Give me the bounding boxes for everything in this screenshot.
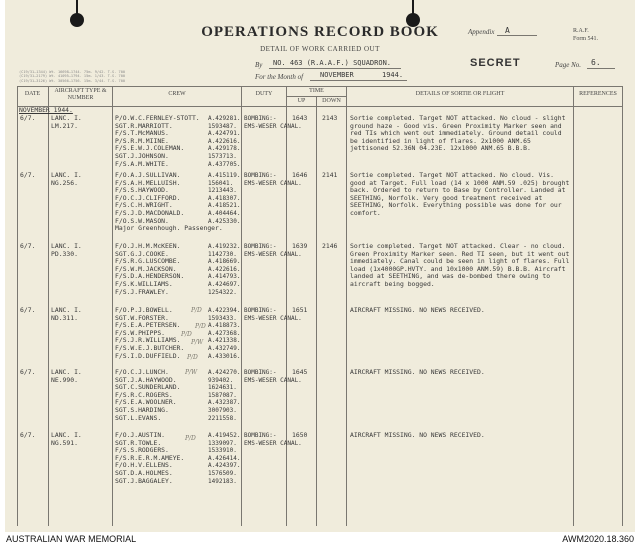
crew-name: F/S.C.H.WRIGHT. — [115, 201, 173, 210]
crew-name: P/S.R.M.MIINE. — [115, 136, 169, 145]
col-details: DETAILS OF SORTIE OR FLIGHT — [415, 91, 505, 97]
crew-number: A.419452. — [208, 432, 241, 439]
crew-number: A.424397. — [208, 462, 241, 470]
crew-number: 1533910. — [208, 447, 237, 455]
sortie-details: Sortie completed. Target NOT attacked. Clear - no cloud. Green Proximity Marker seen. Red TI seen, but it went out immediately. Canal could be seen in light of flares. Full load (1x4000GP.HVTY. and 10x1000 ANM.59) B.B.B. Aircraft landed at SEETHING, and was de-bombed there owing to aircraft being bogged. — [350, 242, 570, 288]
col-time-up: UP — [297, 98, 306, 104]
pencil-note: P/D — [187, 354, 198, 361]
squadron-name: NO. 463 (R.A.A.F.) SQUADRON. — [273, 59, 392, 67]
crew-number: A.426414. — [208, 454, 241, 462]
crew-number: A.429281. — [208, 115, 241, 122]
crew-name: P/O.W.C.FERNLEY-STOTT. — [115, 114, 200, 122]
crew-name: F/S.J.FRAWLEY. — [115, 287, 169, 296]
crew-number: A.418521. — [208, 202, 241, 210]
pencil-note: P/W — [185, 369, 198, 376]
duty-line: BOMBING:- — [244, 369, 277, 376]
secret-stamp: SECRET — [470, 57, 521, 69]
crew-number: 1492183. — [208, 477, 237, 485]
time-up: 1650 — [292, 431, 308, 439]
by-label: By — [255, 61, 263, 69]
crew-name: SGT.S.HARDING. — [115, 406, 169, 414]
crew-number: 2211558. — [208, 414, 237, 422]
crew-name: F/S.J.R.WILLIAMS. — [115, 336, 181, 345]
crew-name: SGT.R.TOWLE. — [115, 438, 162, 447]
footer-accession: AWM2020.18.360 — [562, 534, 634, 544]
entry-date: 6/7. — [20, 431, 36, 439]
aircraft-line: LANC. I. — [51, 431, 82, 439]
crew-name: F/S.R.C.ROGERS. — [115, 390, 173, 399]
crew-number: A.404464. — [208, 210, 241, 217]
pencil-note: P/D — [195, 323, 206, 330]
entry-date: 6/7. — [20, 242, 36, 250]
crew-number: A.418307. — [208, 194, 241, 202]
appendix-value: A — [505, 26, 510, 35]
duty-line: EMS-WESER CANAL. — [244, 376, 302, 384]
col-crew: CREW — [168, 91, 186, 97]
crew-name: F/S.E.A.WOOLNER. — [115, 398, 177, 407]
year-value: 1944. — [382, 71, 404, 79]
crew-name: SGT.L.EVANS. — [115, 413, 162, 422]
entry-date: 6/7. — [20, 368, 36, 376]
crew-number: 1213443. — [208, 187, 237, 195]
print-stamp: (C19/31—1344) Wt. 16698—1744. 75m. 9/42. T.S. 700 (C19/31—2179) Wt. 41095—1794. 15m. 1/43. T.S. 700 (C19/31—3126) Wt. 30566—1756. 15m. 3/44. T.S. 700 — [19, 70, 126, 83]
month-label: For the Month of — [255, 73, 304, 81]
crew-name: F/O.A.J.SULLIVAN. — [115, 171, 181, 179]
crew-name: F/O.C.J.CLIFFORD. — [115, 193, 181, 202]
crew-name: F/S.W.M.JACKSON. — [115, 264, 177, 273]
crew-number: A.437705. — [208, 160, 241, 168]
crew-number: 1587087. — [208, 391, 237, 399]
crew-name: SGT.D.A.HOLMES. — [115, 469, 173, 477]
record-sheet — [5, 0, 635, 532]
crew-name: SGT.G.J.COOKE. — [115, 249, 169, 258]
crew-name: Major Greenhough. Passenger. — [115, 224, 223, 233]
crew-name: F/S.E.A.PETERSEN. — [115, 321, 181, 330]
pencil-note: P/D — [185, 435, 196, 442]
crew-name: F/S.A.H.MELLUISH. — [115, 178, 181, 187]
page-number: 6. — [591, 58, 601, 67]
crew-number: A.415119. — [208, 172, 241, 179]
time-down: 2146 — [322, 242, 338, 250]
crew-name: SGT.C.SUNDERLAND. — [115, 383, 181, 392]
sortie-details: Sortie completed. Target NOT attacked. No cloud. Vis. good at Target. Full load (14 x 1000 ANM.59 .025) brought back. Ordered to return to Base by Controller. Landed at SEETHING, Norfolk. Very good treatment received at SEETHING, Norfolk. Everything possible was done for our comfort. — [350, 171, 570, 217]
col-duty: DUTY — [255, 91, 273, 97]
sortie-details: AIRCRAFT MISSING. NO NEWS RECEIVED. — [350, 368, 485, 376]
crew-name: F/O.J.H.M.McKEEN. — [115, 242, 181, 250]
crew-name: F/S.T.McMANUS. — [115, 129, 169, 138]
time-down: 2141 — [322, 171, 338, 179]
crew-name: SGT.J.A.HAYWOOD. — [115, 375, 177, 384]
crew-number: A.422616. — [208, 265, 241, 273]
form-number: Form 541. — [573, 36, 599, 42]
aircraft-line: LANC. I. — [51, 114, 82, 122]
crew-number: A.432387. — [208, 399, 241, 407]
month-heading: NOVEMBER 1944. — [19, 106, 73, 114]
crew-name: SGT.R.MARRIOTT. — [115, 121, 173, 130]
crew-name: F/S.W.E.J.BUTCHER. — [115, 344, 185, 352]
duty-line: BOMBING:- — [244, 307, 277, 314]
aircraft-line: LANC. I. — [51, 171, 82, 179]
crew-number: A.424697. — [208, 281, 241, 288]
time-up: 1645 — [292, 368, 308, 376]
crew-name: F/S.K.WILLIAMS. — [115, 280, 173, 288]
crew-number: A.427368. — [208, 329, 241, 337]
footer-credit: AUSTRALIAN WAR MEMORIAL — [6, 534, 137, 544]
pencil-note: P/D — [181, 331, 192, 338]
crew-name: F/S.W.PHIPPS. — [115, 328, 166, 337]
duty-line: EMS-WESER CANAL. — [244, 314, 302, 322]
pencil-note: P/W — [191, 339, 204, 346]
duty-line: EMS-WESER CANAL. — [244, 439, 302, 447]
duty-line: EMS-WESER CANAL. — [244, 179, 302, 187]
crew-name: SGT.W.FORSTER. — [115, 313, 169, 322]
page-number-label: Page No. — [555, 61, 582, 69]
crew-number: A.424270. — [208, 369, 241, 376]
crew-name: F/S.E.W.J.COLEMAN. — [115, 144, 185, 153]
duty-line: BOMBING:- — [244, 115, 277, 122]
aircraft-line: PD.330. — [51, 249, 78, 258]
time-up: 1646 — [292, 171, 308, 179]
crew-name: SGT.J.JOHNSON. — [115, 152, 169, 160]
crew-number: 156041. — [208, 179, 234, 187]
crew-name: F/S.A.M.WHITE. — [115, 159, 169, 168]
crew-name: F/O.H.V.ELLENS. — [115, 461, 173, 470]
page-subtitle: DETAIL OF WORK CARRIED OUT — [260, 45, 380, 53]
col-date: DATE — [24, 91, 41, 97]
crew-name: F/O.C.J.LUNCH. — [115, 368, 169, 376]
crew-number: A.419232. — [208, 243, 241, 250]
crew-number: A.422616. — [208, 137, 241, 145]
crew-number: A.414793. — [208, 273, 241, 281]
duty-line: BOMBING:- — [244, 172, 277, 179]
crew-number: A.424791. — [208, 130, 241, 138]
crew-name: F/O.J.AUSTIN. — [115, 431, 166, 439]
aircraft-line: NE.990. — [51, 375, 78, 384]
crew-number: A.425330. — [208, 217, 241, 225]
crew-name: F/O.P.J.BOWELL. — [115, 306, 173, 314]
month-value: NOVEMBER — [320, 71, 354, 79]
aircraft-line: LANC. I. — [51, 368, 82, 376]
time-up: 1651 — [292, 306, 308, 314]
appendix-label: Appendix — [468, 28, 495, 36]
aircraft-line: LANC. I. — [51, 306, 82, 314]
page-title: OPERATIONS RECORD BOOK — [201, 24, 439, 40]
entry-date: 6/7. — [20, 306, 36, 314]
crew-number: 1593433. — [208, 314, 237, 322]
crew-number: A.421338. — [208, 337, 241, 345]
crew-number: 1339097. — [208, 439, 237, 447]
sortie-details: AIRCRAFT MISSING. NO NEWS RECEIVED. — [350, 431, 485, 439]
crew-number: 3007903. — [208, 407, 237, 414]
col-time-down: DOWN — [322, 98, 341, 104]
time-up: 1639 — [292, 242, 308, 250]
aircraft-line: NG.256. — [51, 178, 78, 187]
crew-name: F/S.J.D.MACDONALD. — [115, 209, 185, 217]
entry-date: 6/7. — [20, 114, 36, 122]
crew-number: A.418669. — [208, 258, 241, 266]
crew-number: 1624631. — [208, 384, 237, 392]
crew-number: 1254322. — [208, 288, 237, 296]
crew-number: 1593487. — [208, 122, 237, 130]
sortie-details: Sortie completed. Target NOT attacked. No cloud - slight ground haze - Good vis. Green Proximity Marker seen and red TIs which went out immediately. Ground detail could be identified in light of flares. 2x1000 ANM.65 jettisoned 52.36N 04.23E. 12x1000 ANM.65 B.B.B. — [350, 114, 566, 153]
crew-name: F/S.R.E.R.M.AMEYE. — [115, 453, 185, 462]
duty-line: BOMBING:- — [244, 243, 277, 250]
crew-name: F/S.S.HAYWOOD. — [115, 186, 169, 195]
pencil-note: P/D — [191, 307, 202, 314]
duty-line: BOMBING:- — [244, 432, 277, 439]
col-time: TIME — [309, 88, 324, 94]
crew-number: A.433016. — [208, 352, 241, 360]
aircraft-line: ND.311. — [51, 313, 78, 322]
crew-name: F/S.D.A.HENDERSON. — [115, 272, 185, 281]
aircraft-line: LM.217. — [51, 121, 78, 130]
crew-number: 1576509. — [208, 470, 237, 477]
crew-name: F/S.R.G.LUSCOMBE. — [115, 257, 181, 266]
crew-name: SGT.J.BAGGALEY. — [115, 476, 173, 485]
crew-number: A.418873. — [208, 322, 241, 330]
col-references: REFERENCES — [579, 91, 617, 97]
time-up: 1643 — [292, 114, 308, 122]
crew-number: A.422394. — [208, 307, 241, 314]
crew-name: F/S.S.RODGERS. — [115, 446, 169, 455]
aircraft-line: LANC. I. — [51, 242, 82, 250]
time-down: 2143 — [322, 114, 338, 122]
duty-line: EMS-WESER CANAL. — [244, 250, 302, 258]
crew-number: 1573713. — [208, 153, 237, 160]
crew-name: F/S.I.D.DUFFIELD. — [115, 351, 181, 360]
col-aircraft: AIRCRAFT TYPE & NUMBER — [54, 88, 107, 101]
raf-label: R.A.F. — [573, 28, 589, 34]
crew-number: A.432749. — [208, 345, 241, 352]
entry-date: 6/7. — [20, 171, 36, 179]
crew-name: F/O.S.W.MASON. — [115, 216, 169, 225]
sortie-details: AIRCRAFT MISSING. NO NEWS RECEIVED. — [350, 306, 485, 314]
crew-number: 939402. — [208, 376, 234, 384]
duty-line: EMS-WESER CANAL. — [244, 122, 302, 130]
crew-number: A.429178. — [208, 145, 241, 153]
aircraft-line: NG.591. — [51, 438, 78, 447]
crew-number: 1142730. — [208, 250, 237, 258]
